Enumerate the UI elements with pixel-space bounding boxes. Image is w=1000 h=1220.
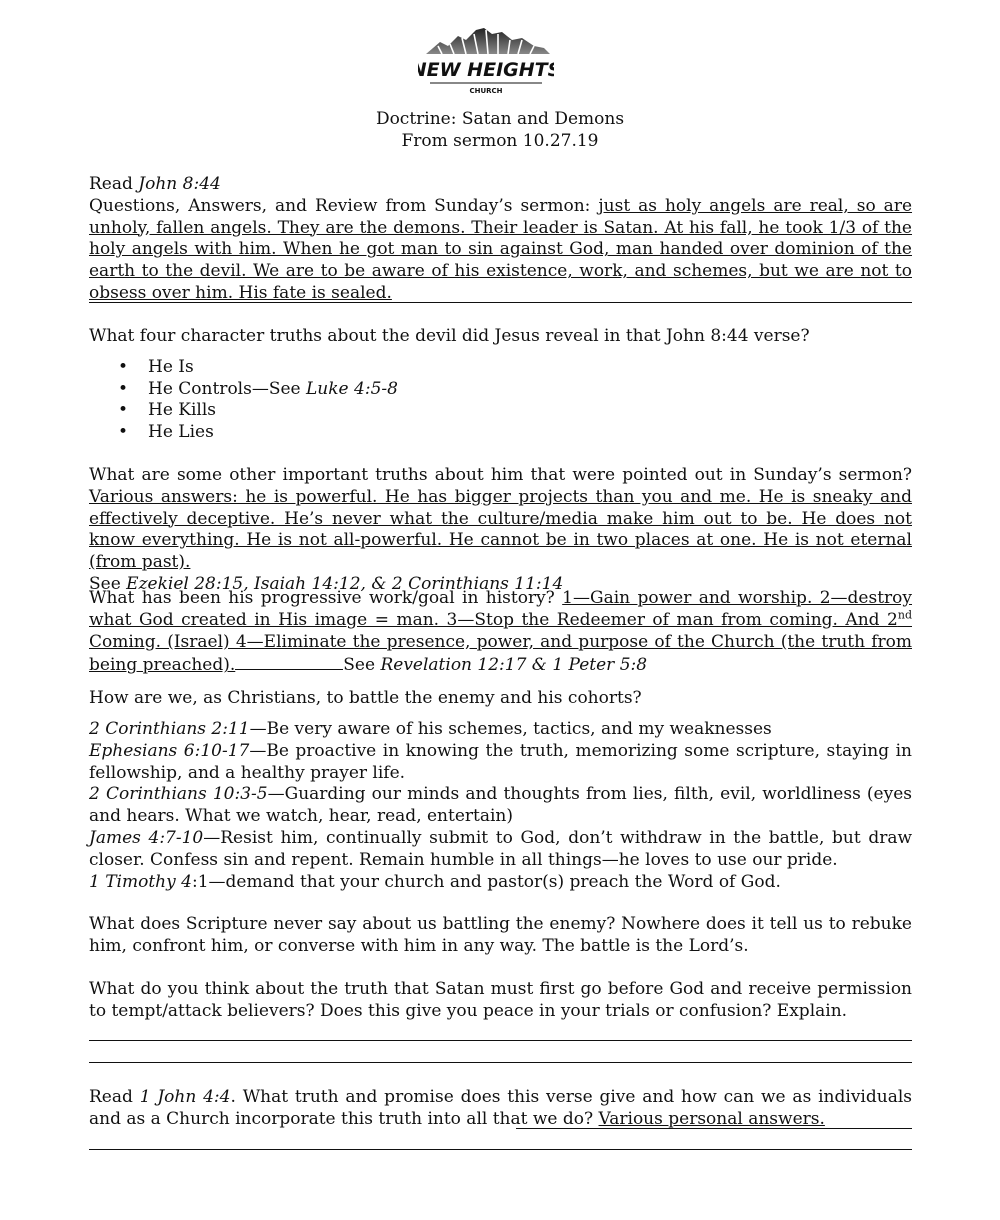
answer-text: Various personal answers.: [598, 1108, 825, 1129]
question-text: How are we, as Christians, to battle the enemy and his cohorts?: [89, 688, 642, 708]
section-battle-list: [89, 719, 912, 893]
scripture-ref: 1 John 4:4: [139, 1087, 231, 1107]
blank-underline: [235, 653, 343, 670]
read-instruction: Read John 8:44: [89, 174, 221, 194]
section-scripture-never-says: What does Scripture never say about us battling the enemy? Nowhere does it tell us to rebuke him, confront him, or converse with him in any way. The battle is the Lord’s.: [89, 914, 912, 956]
answer-text: Various answers: he is powerful. He has bigger projects than you and me. He is sneaky and effectively deceptive. He’s never what the culture/media make him out to be. He does not know everything. He is not all-powerful. He cannot be in two places at one. He is not eternal (from past).: [89, 486, 912, 573]
list-item: Ephesians 6:10-17—Be proactive in knowing the truth, memorizing some scripture, staying in fellowship, and a healthy prayer life.: [89, 740, 912, 783]
answer-underline: [89, 302, 912, 303]
section-character-truths: [89, 326, 912, 444]
document-title: Doctrine: Satan and Demons: [375, 109, 625, 129]
svg-text:NEW HEIGHTS: NEW HEIGHTS: [418, 59, 554, 81]
list-item: 1 Timothy 4:1—demand that your church and pastor(s) preach the Word of God.: [89, 871, 781, 892]
list-item: • He Controls—See Luke 4:5-8: [89, 379, 912, 401]
answer-line: [89, 1149, 912, 1150]
list-item: 2 Corinthians 10:3-5—Guarding our minds and thoughts from lies, filth, evil, worldliness (eyes and hears. What we watch, hear, read, entertain): [89, 784, 913, 827]
list-item: 2 Corinthians 2:11—Be very aware of his schemes, tactics, and my weaknesses: [89, 719, 772, 739]
section-permission-question: What do you think about the truth that Satan must first go before God and receive permission to tempt/attack believers? Does this give you peace in your trials or confusion? Explain.: [89, 979, 912, 1021]
section-progressive-work: What has been his progressive work/goal in history? 1—Gain power and worship. 2—destroy what God created in His image = man. 3—Stop the Redeemer of man from coming. And 2nd Coming. (Israel) 4—Eliminate the presence, power, and purpose of the Church (the truth from being preached). See Revelation 12:17 & 1 Peter 5:8: [89, 588, 912, 676]
section-review: [89, 174, 912, 305]
church-logo: [418, 24, 554, 98]
review-answer: just as holy angels are real, so are unholy, fallen angels. They are the demons. Their leader is Satan. At his fall, he took 1/3 of the holy angels with him. When he got man to sin against God, man handed over dominion of the earth to the devil. We are to be aware of his existence, work, and schemes, but we are not to obsess over him. His fate is sealed.: [89, 195, 913, 303]
section-1-john: Read 1 John 4:4. What truth and promise does this verse give and how can we as individuals and as a Church incorporate this truth into all that we do? Various personal answers.: [89, 1087, 912, 1129]
answer-line: [89, 1040, 912, 1041]
answer-line: [89, 1062, 912, 1063]
svg-text:CHURCH: CHURCH: [469, 87, 503, 95]
mountain-logo-icon: [418, 24, 554, 98]
question-text: What four character truths about the devil did Jesus reveal in that John 8:44 verse?: [89, 326, 810, 346]
scripture-ref: Revelation 12:17 & 1 Peter 5:8: [380, 655, 648, 676]
document-subtitle: From sermon 10.27.19: [401, 131, 599, 151]
review-question: Questions, Answers, and Review from Sunday’s sermon: just as holy angels are real, so are unholy, fallen angels. They are the demons. Their leader is Satan. At his fall, he took 1/3 of the holy angels with him. When he got man to sin against God, man handed over dominion of the earth to the devil. We are to be aware of his existence, work, and schemes, but we are not to obsess over him. His fate is sealed.: [89, 195, 913, 303]
question-text: What has been his progressive work/goal in history?: [89, 588, 563, 608]
section-other-truths: [89, 465, 912, 596]
list-item: • He Kills: [89, 400, 912, 422]
answer-text: 1—Gain power and worship. 2—destroy what God created in His image = man. 3—Stop the Redeemer of man from coming. And 2nd Coming. (Israel) 4—Eliminate the presence, power, and purpose of the Church (the truth from being preached).: [89, 588, 912, 676]
question-text: What are some other important truths about him that were pointed out in Sunday’s sermon?: [89, 465, 912, 485]
document-header: [0, 108, 1000, 152]
list-item: • He Lies: [89, 422, 912, 444]
scripture-ref: John 8:44: [138, 174, 221, 194]
truths-list: [89, 357, 912, 444]
answer-underline: [516, 1128, 912, 1129]
list-item: • He Is: [89, 357, 912, 379]
see-references: See Ezekiel 28:15, Isaiah 14:12, & 2 Corinthians 11:14: [89, 573, 564, 594]
list-item: James 4:7-10—Resist him, continually submit to God, don’t withdraw in the battle, but draw closer. Confess sin and repent. Remain humble in all things—he loves to use our pride.: [89, 827, 913, 870]
